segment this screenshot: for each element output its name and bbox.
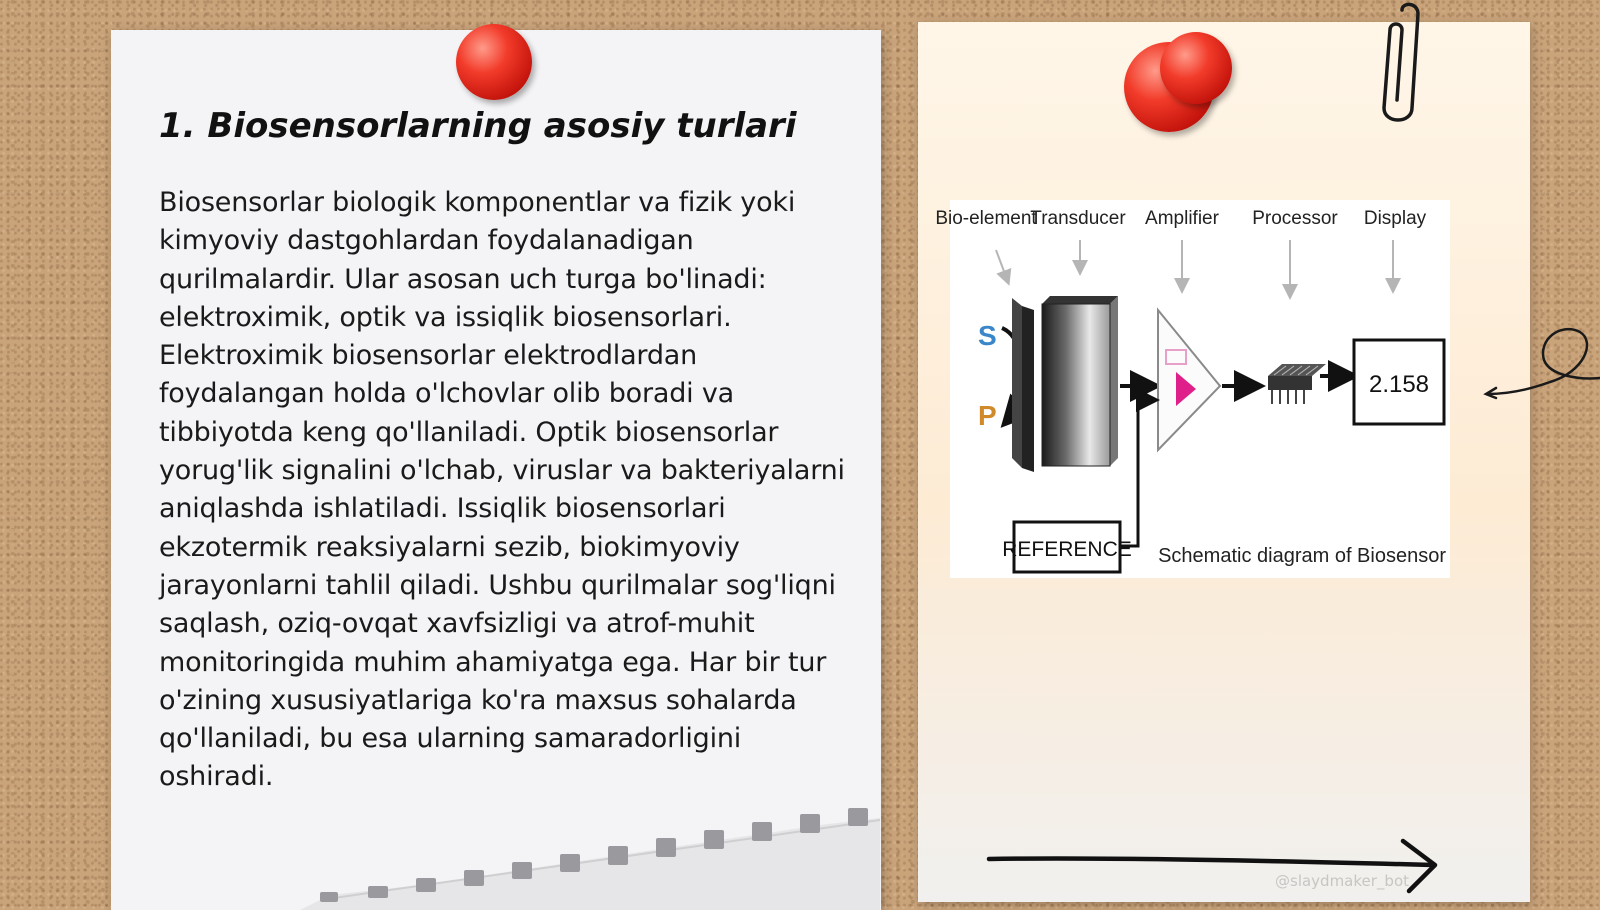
label-processor: Processor	[1252, 208, 1338, 229]
display-value: 2.158	[1368, 371, 1430, 398]
reference-label: REFERENCE	[1002, 538, 1132, 561]
left-note-card	[111, 30, 881, 910]
paperclip-icon	[1372, 0, 1424, 130]
diagram-caption: Schematic diagram of Biosensor	[1158, 545, 1446, 567]
bio-element-plate	[1012, 298, 1022, 468]
amplifier-triangle	[1158, 310, 1220, 450]
card-body-text: Biosensorlar biologik komponentlar va fizik yoki kimyoviy dastgohlardan foydalanadigan qurilmalardir. Ular asosan uch turga bo'linadi: elektroximik, optik va issiqlik biosensorlari. Elektroximik biosensorlar elektrodlardan foydalangan holda o'lchovlar olib boradi va tibbiyotda keng qo'llaniladi. Optik biosensorlar yorug'lik signalini o'lchab, viruslar va bakteriyalarni aniqlashda ishlatiladi. Issiqlik biosensorlari ekzotermik reaksiyalarni sezib, biokimyoviy jarayonlarni tahlil qiladi. Ushbu qurilmalar sog'liqni saqlash, oziq-ovqat xavfsizligi va atrof-muhit monitoringida muhim ahamiyatga ega. Har bir tur o'zining xususiyatlariga ko'ra maxsus sohalarda qo'llaniladi, bu esa ularning samaradorligini oshiradi.	[159, 187, 845, 793]
label-display: Display	[1363, 208, 1427, 229]
label-transducer: Transducer	[1030, 208, 1126, 229]
watermark: @slaydmaker_bot	[1275, 872, 1410, 890]
pin-icon	[1160, 32, 1232, 104]
label-bio-element: Bio-element	[935, 208, 1037, 229]
pin-icon	[456, 24, 532, 100]
transducer-block	[1042, 296, 1118, 304]
substrate-label: S	[978, 320, 997, 351]
processor-chip	[1268, 364, 1326, 404]
product-label: P	[978, 400, 997, 431]
scribble-arrow-icon	[1480, 310, 1600, 410]
label-amplifier: Amplifier	[1145, 208, 1219, 229]
card-heading: 1. Biosensorlarning asosiy turlari	[159, 106, 797, 146]
biosensor-diagram	[935, 200, 1450, 578]
